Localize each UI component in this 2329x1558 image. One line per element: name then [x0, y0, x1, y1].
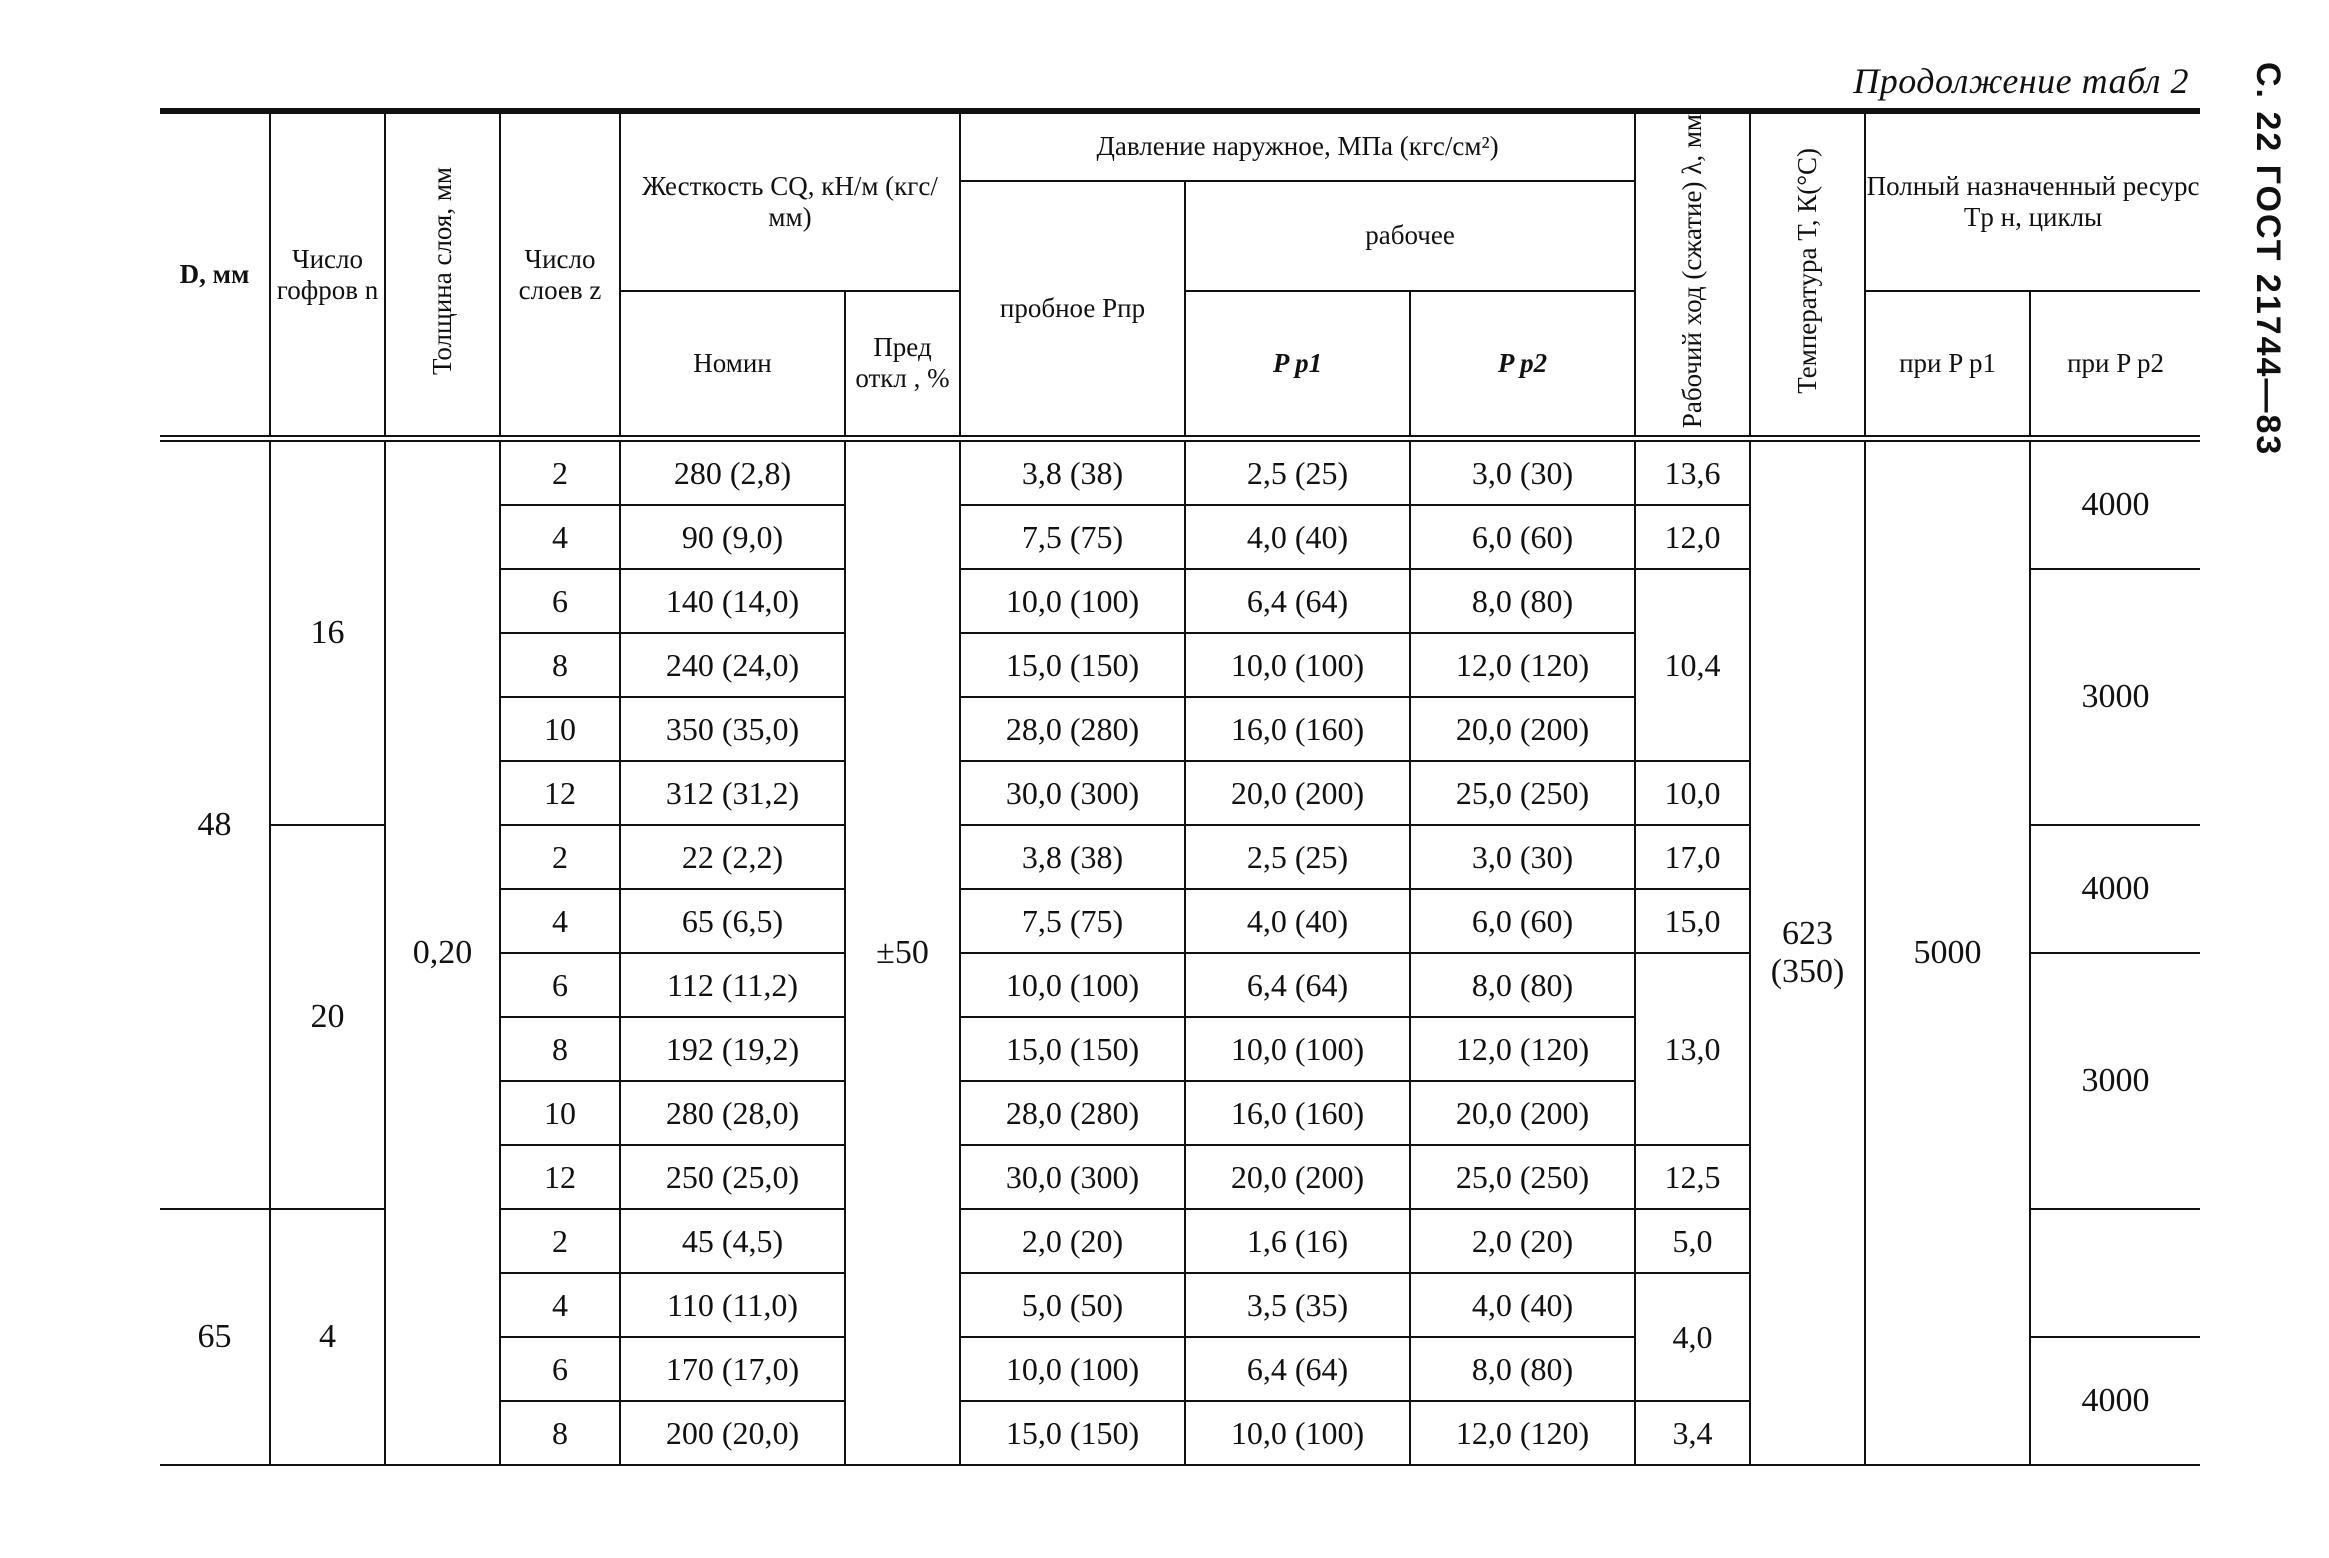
cell-n-20: 20 — [270, 825, 385, 1209]
cell-layers: 8 — [500, 1401, 620, 1465]
cell-d-65: 65 — [160, 1209, 270, 1465]
cell-layers: 4 — [500, 889, 620, 953]
cell-pressure-test: 5,0 (50) — [960, 1273, 1185, 1337]
cell-n-16: 16 — [270, 439, 385, 826]
header-temperature: Температура T, К(°С) — [1750, 111, 1865, 439]
cell-pressure-p2: 4,0 (40) — [1410, 1273, 1635, 1337]
cell-stroke: 15,0 — [1635, 889, 1750, 953]
cell-stiffness: 280 (28,0) — [620, 1081, 845, 1145]
cell-stiffness: 65 (6,5) — [620, 889, 845, 953]
cell-resource-p2: 4000 — [2030, 439, 2200, 570]
header-pressure-test: пробное Pпр — [960, 181, 1185, 439]
cell-layers: 6 — [500, 569, 620, 633]
cell-pressure-p1: 6,4 (64) — [1185, 953, 1410, 1017]
table-row — [160, 439, 2200, 506]
cell-pressure-p2: 12,0 (120) — [1410, 1017, 1635, 1081]
cell-pressure-test: 2,0 (20) — [960, 1209, 1185, 1273]
cell-pressure-p2: 8,0 (80) — [1410, 569, 1635, 633]
cell-pressure-p1: 6,4 (64) — [1185, 569, 1410, 633]
cell-stiffness: 112 (11,2) — [620, 953, 845, 1017]
cell-stroke: 3,4 — [1635, 1401, 1750, 1465]
cell-layers: 12 — [500, 1145, 620, 1209]
cell-d-48: 48 — [160, 439, 270, 1210]
cell-stroke: 13,0 — [1635, 953, 1750, 1145]
cell-stiffness: 240 (24,0) — [620, 633, 845, 697]
page-standard-label: С. 22 ГОСТ 21744—83 — [2249, 62, 2287, 457]
cell-layers: 6 — [500, 1337, 620, 1401]
cell-pressure-p1: 10,0 (100) — [1185, 1401, 1410, 1465]
cell-stroke: 10,0 — [1635, 761, 1750, 825]
cell-stiffness: 170 (17,0) — [620, 1337, 845, 1401]
cell-resource-p2-blank — [2030, 1209, 2200, 1337]
cell-pressure-p2: 2,0 (20) — [1410, 1209, 1635, 1273]
cell-layers: 4 — [500, 1273, 620, 1337]
cell-pressure-p1: 20,0 (200) — [1185, 1145, 1410, 1209]
cell-layers: 10 — [500, 697, 620, 761]
cell-pressure-test: 28,0 (280) — [960, 697, 1185, 761]
cell-pressure-p1: 3,5 (35) — [1185, 1273, 1410, 1337]
header-resource: Полный назначенный ресурс Tр н, циклы — [1865, 111, 2200, 291]
cell-layers: 12 — [500, 761, 620, 825]
header-stiffness: Жесткость CQ, кН/м (кгс/мм) — [620, 111, 960, 291]
cell-layers: 2 — [500, 439, 620, 506]
cell-layers: 10 — [500, 1081, 620, 1145]
cell-pressure-test: 10,0 (100) — [960, 1337, 1185, 1401]
cell-pressure-test: 15,0 (150) — [960, 1017, 1185, 1081]
cell-resource-p2: 4000 — [2030, 825, 2200, 953]
cell-layers: 2 — [500, 825, 620, 889]
cell-resource-p2: 3000 — [2030, 953, 2200, 1209]
cell-pressure-test: 7,5 (75) — [960, 505, 1185, 569]
header-thickness: Толщина слоя, мм — [385, 111, 500, 439]
cell-stiffness: 90 (9,0) — [620, 505, 845, 569]
cell-pressure-p2: 12,0 (120) — [1410, 633, 1635, 697]
cell-pressure-test: 3,8 (38) — [960, 439, 1185, 506]
cell-pressure-p1: 6,4 (64) — [1185, 1337, 1410, 1401]
cell-pressure-p2: 12,0 (120) — [1410, 1401, 1635, 1465]
cell-stiffness: 200 (20,0) — [620, 1401, 845, 1465]
cell-stiffness: 280 (2,8) — [620, 439, 845, 506]
cell-stiffness: 350 (35,0) — [620, 697, 845, 761]
header-pressure-p1: P р1 — [1185, 291, 1410, 439]
header-stroke: Рабочий ход (сжатие) λ, мм — [1635, 111, 1750, 439]
cell-pressure-p2: 6,0 (60) — [1410, 889, 1635, 953]
header-stiffness-tolerance: Пред откл , % — [845, 291, 960, 439]
cell-thickness: 0,20 — [385, 439, 500, 1466]
running-head: Продолжение табл 2 — [1853, 61, 2189, 101]
cell-pressure-p1: 4,0 (40) — [1185, 889, 1410, 953]
header-pressure: Давление наружное, МПа (кгс/см²) — [960, 111, 1635, 181]
header-resource-p2: при P р2 — [2030, 291, 2200, 439]
cell-stroke: 13,6 — [1635, 439, 1750, 506]
cell-resource-p2: 3000 — [2030, 569, 2200, 825]
cell-pressure-test: 7,5 (75) — [960, 889, 1185, 953]
cell-layers: 8 — [500, 633, 620, 697]
cell-pressure-p1: 1,6 (16) — [1185, 1209, 1410, 1273]
cell-pressure-test: 3,8 (38) — [960, 825, 1185, 889]
cell-pressure-p2: 25,0 (250) — [1410, 761, 1635, 825]
cell-pressure-p1: 4,0 (40) — [1185, 505, 1410, 569]
header-d: D, мм — [160, 111, 270, 439]
cell-pressure-p1: 10,0 (100) — [1185, 633, 1410, 697]
cell-pressure-test: 30,0 (300) — [960, 1145, 1185, 1209]
cell-stroke: 12,0 — [1635, 505, 1750, 569]
cell-pressure-test: 10,0 (100) — [960, 569, 1185, 633]
cell-pressure-p1: 16,0 (160) — [1185, 1081, 1410, 1145]
cell-layers: 4 — [500, 505, 620, 569]
cell-pressure-p2: 3,0 (30) — [1410, 825, 1635, 889]
bellows-parameters-table — [160, 108, 2200, 1466]
cell-pressure-test: 10,0 (100) — [960, 953, 1185, 1017]
cell-stiffness: 192 (19,2) — [620, 1017, 845, 1081]
cell-stiffness: 22 (2,2) — [620, 825, 845, 889]
cell-pressure-p2: 20,0 (200) — [1410, 697, 1635, 761]
header-resource-p1: при P р1 — [1865, 291, 2030, 439]
cell-stroke: 12,5 — [1635, 1145, 1750, 1209]
cell-stiffness: 45 (4,5) — [620, 1209, 845, 1273]
cell-layers: 2 — [500, 1209, 620, 1273]
cell-pressure-p2: 20,0 (200) — [1410, 1081, 1635, 1145]
cell-stiffness: 312 (31,2) — [620, 761, 845, 825]
cell-tolerance: ±50 — [845, 439, 960, 1466]
cell-pressure-test: 28,0 (280) — [960, 1081, 1185, 1145]
cell-pressure-test: 30,0 (300) — [960, 761, 1185, 825]
cell-stiffness: 140 (14,0) — [620, 569, 845, 633]
cell-pressure-p1: 16,0 (160) — [1185, 697, 1410, 761]
cell-pressure-p2: 6,0 (60) — [1410, 505, 1635, 569]
cell-pressure-p1: 2,5 (25) — [1185, 825, 1410, 889]
cell-layers: 8 — [500, 1017, 620, 1081]
cell-layers: 6 — [500, 953, 620, 1017]
cell-stroke: 10,4 — [1635, 569, 1750, 761]
cell-pressure-test: 15,0 (150) — [960, 1401, 1185, 1465]
cell-stiffness: 110 (11,0) — [620, 1273, 845, 1337]
cell-n-4: 4 — [270, 1209, 385, 1465]
header-pressure-work: рабочее — [1185, 181, 1635, 291]
cell-pressure-p1: 2,5 (25) — [1185, 439, 1410, 506]
cell-stroke: 17,0 — [1635, 825, 1750, 889]
cell-resource-p2: 4000 — [2030, 1337, 2200, 1465]
header-pressure-p2: P р2 — [1410, 291, 1635, 439]
cell-stroke: 4,0 — [1635, 1273, 1750, 1401]
cell-pressure-p2: 3,0 (30) — [1410, 439, 1635, 506]
cell-pressure-p1: 20,0 (200) — [1185, 761, 1410, 825]
cell-temperature: 623 (350) — [1750, 439, 1865, 1466]
cell-stroke: 5,0 — [1635, 1209, 1750, 1273]
cell-pressure-test: 15,0 (150) — [960, 633, 1185, 697]
cell-pressure-p2: 8,0 (80) — [1410, 953, 1635, 1017]
cell-pressure-p1: 10,0 (100) — [1185, 1017, 1410, 1081]
header-stiffness-nominal: Номин — [620, 291, 845, 439]
header-corrugations: Число гофров n — [270, 111, 385, 439]
cell-resource-p1: 5000 — [1865, 439, 2030, 1466]
cell-pressure-p2: 8,0 (80) — [1410, 1337, 1635, 1401]
data-table-wrapper — [160, 108, 2200, 1466]
header-layers: Число слоев z — [500, 111, 620, 439]
cell-stiffness: 250 (25,0) — [620, 1145, 845, 1209]
cell-pressure-p2: 25,0 (250) — [1410, 1145, 1635, 1209]
